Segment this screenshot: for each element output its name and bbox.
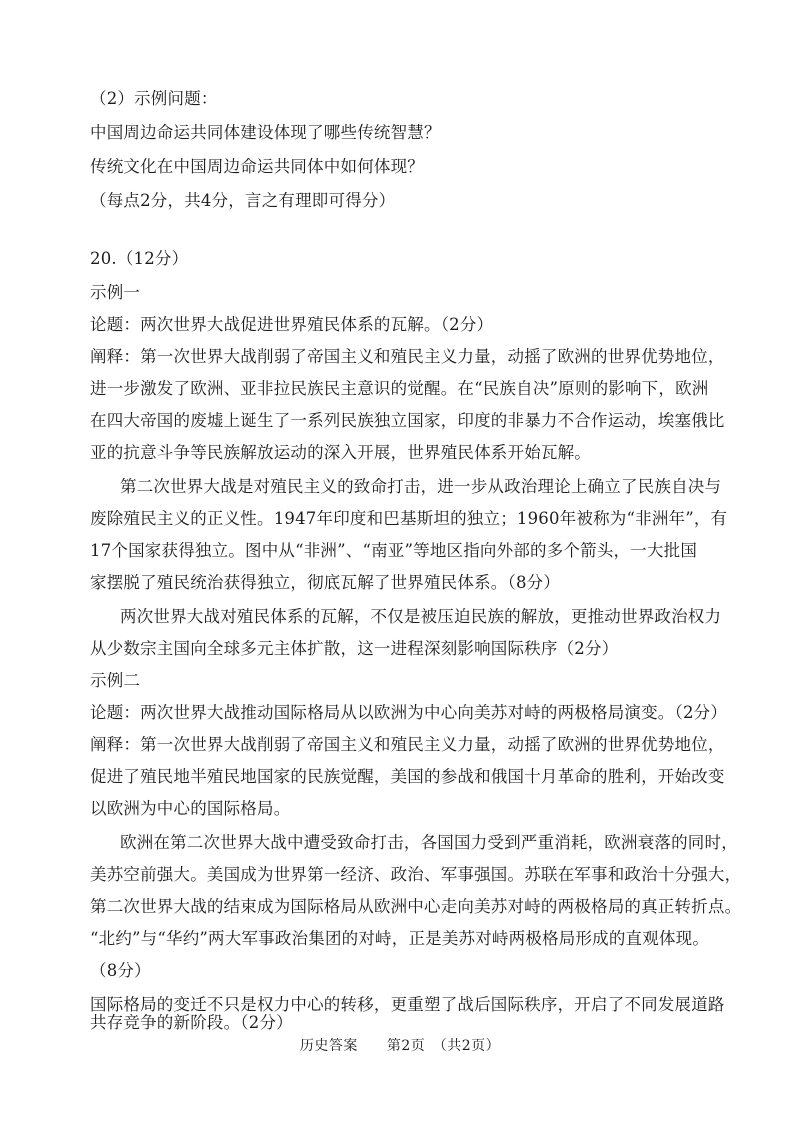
example2-para3-line: 国际格局的变迁不只是权力中心的转移，更重塑了战后国际秩序，开启了不同发展道路 [90, 995, 725, 1014]
example2-label: 示例二 [90, 671, 141, 690]
example1-para2-line: 家摆脱了殖民统治获得独立，彻底瓦解了世界殖民体系。（8分） [90, 573, 561, 592]
part2-heading: （2）示例问题： [90, 89, 218, 108]
part2-question-1: 中国周边命运共同体建设体现了哪些传统智慧？ [90, 123, 441, 142]
example1-para3-line: 从少数宗主国向全球多元主体扩散，这一进程深刻影响国际秩序（2分） [90, 639, 619, 658]
example1-para3-line: 两次世界大战对殖民体系的瓦解，不仅是被压迫民族的解放，更推动世界政治权力 [120, 607, 722, 626]
example2-para2-line: 美苏空前强大。美国成为世界第一经济、政治、军事强国。苏联在军事和政治十分强大， [90, 865, 742, 884]
example2-para3-line: 共存竞争的新阶段。（2分） [90, 1013, 293, 1032]
example1-para1-line: 阐释：第一次世界大战削弱了帝国主义和殖民主义力量，动摇了欧洲的世界优势地位， [90, 347, 725, 366]
example1-label: 示例一 [90, 283, 141, 302]
example2-para2-line: （8分） [90, 961, 151, 980]
example2-para1-line: 阐释：第一次世界大战削弱了帝国主义和殖民主义力量，动摇了欧洲的世界优势地位， [90, 735, 725, 754]
example2-thesis: 论题：两次世界大战推动国际格局从以欧洲为中心向美苏对峙的两极格局演变。（2分） [90, 703, 728, 722]
part2-question-2: 传统文化在中国周边命运共同体中如何体现？ [90, 157, 424, 176]
example1-para2-line: 第二次世界大战是对殖民主义的致命打击，进一步从政治理论上确立了民族自决与 [120, 477, 722, 496]
example1-thesis: 论题：两次世界大战促进世界殖民体系的瓦解。（2分） [90, 315, 494, 334]
example2-para2-line: 第二次世界大战的结束成为国际格局从欧洲中心走向美苏对峙的两极格局的真正转折点。 [90, 897, 742, 916]
example1-para2-line: 17个国家获得独立。图中从“非洲”、“南亚”等地区指向外部的多个箭头，一大批国 [90, 541, 698, 560]
q20-header: 20.（12分） [90, 249, 189, 268]
example1-para1-line: 亚的抗意斗争等民族解放运动的深入开展，世界殖民体系开始瓦解。 [90, 443, 591, 462]
part2-scoring-note: （每点2分，共4分，言之有理即可得分） [90, 191, 396, 210]
example2-para1-line: 以欧洲为中心的国际格局。 [90, 799, 291, 818]
example2-para2-line: 欧洲在第二次世界大战中遭受致命打击，各国国力受到严重消耗，欧洲衰落的同时， [120, 833, 738, 852]
page-footer: 历史答案 第2页 （共2页） [299, 1038, 501, 1054]
example1-para1-line: 进一步激发了欧洲、亚非拉民族民主意识的觉醒。在“民族自决”原则的影响下，欧洲 [90, 379, 709, 398]
example1-para1-line: 在四大帝国的废墟上诞生了一系列民族独立国家，印度的非暴力不合作运动，埃塞俄比 [90, 411, 725, 430]
example2-para2-line: “北约”与“华约”两大军事政治集团的对峙，正是美苏对峙两极格局形成的直观体现。 [90, 929, 710, 948]
example1-para2-line: 废除殖民主义的正义性。1947年印度和巴基斯坦的独立；1960年被称为“非洲年”，有 [90, 509, 728, 528]
example2-para1-line: 促进了殖民地半殖民地国家的民族觉醒，美国的参战和俄国十月革命的胜利，开始改变 [90, 767, 725, 786]
